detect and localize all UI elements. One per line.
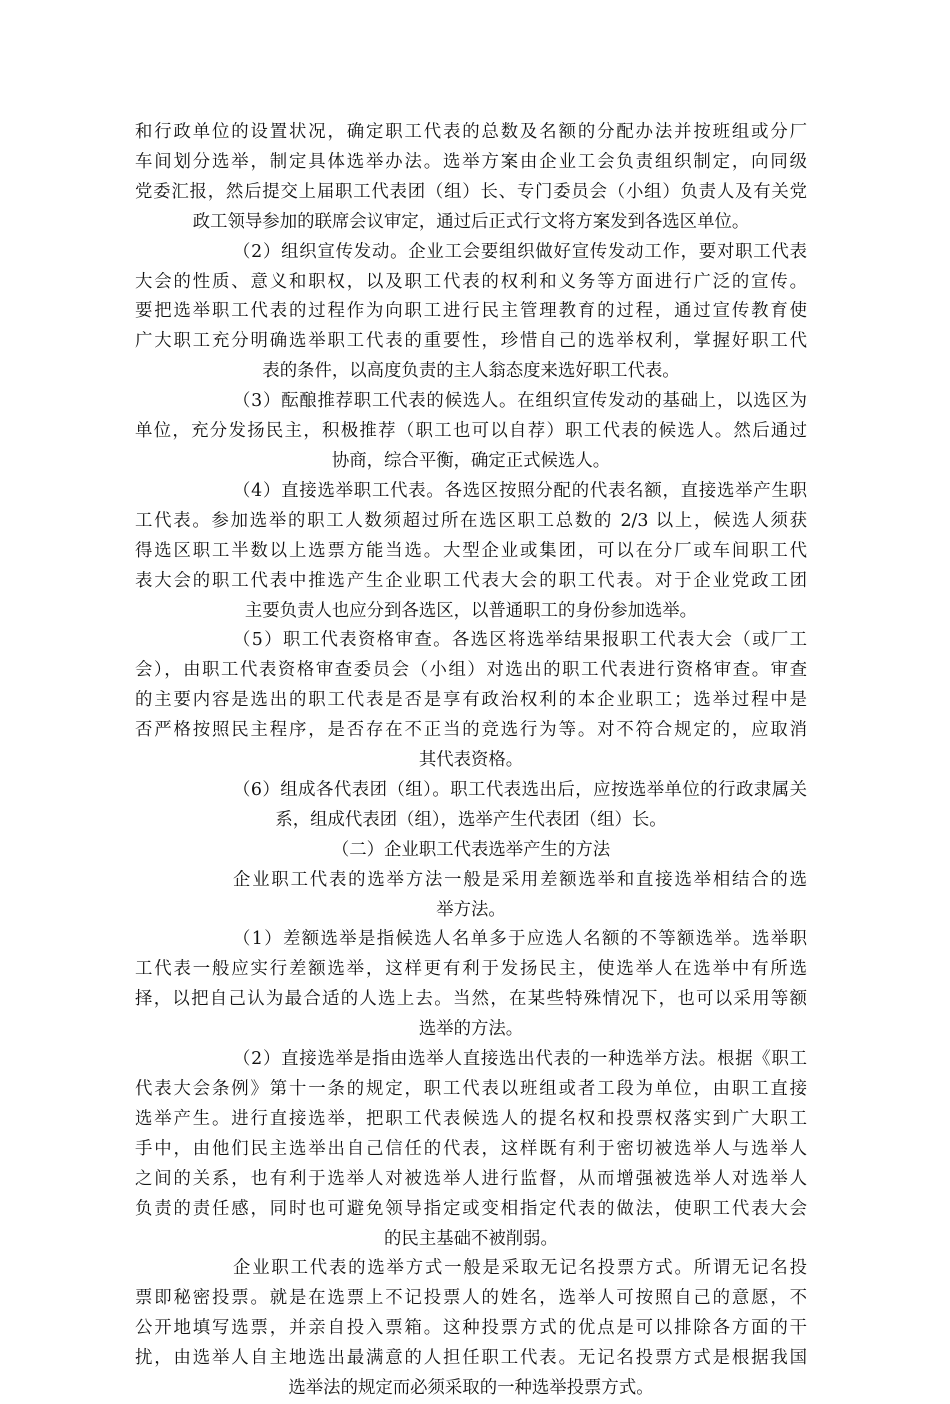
text-line: 票即秘密投票。就是在选票上不记投票人的姓名，选举人可按照自己的意愿，不 [135,1288,807,1309]
section-heading-election-methods [135,836,807,866]
text-line: 广大职工充分明确选举职工代表的重要性，珍惜自己的选举权利，掌握好职工代 [135,331,807,352]
text-line: 表大会的职工代表中推选产生企业职工代表大会的职工代表。对于企业党政工团 [135,570,807,591]
text-line: 系，组成代表团（组），选举产生代表团（组）长。 [275,809,667,830]
text-line: 和行政单位的设置状况，确定职工代表的总数及名额的分配办法并按班组或分厂 [135,122,807,142]
text-line: 表的条件，以高度负责的主人翁态度来选好职工代表。 [262,361,680,382]
text-line: 公开地填写选票，并亲自投入票箱。这种投票方式的优点是可以排除各方面的干 [135,1318,807,1339]
text-line: （2）直接选举是指由选举人直接选出代表的一种选举方法。根据《职工 [233,1049,807,1070]
text-line: 政工领导参加的联席会议审定，通过后正式行文将方案发到各选区单位。 [192,211,750,232]
text-line: 之间的关系，也有利于选举人对被选举人进行监督，从而增强被选举人对选举人 [135,1168,807,1189]
text-line: 举方法。 [436,899,506,920]
text-line: 党委汇报，然后提交上届职工代表团（组）长、专门委员会（小组）负责人及有关党 [135,181,807,202]
text-line: 其代表资格。 [418,750,524,771]
text-line: 大会的性质、意义和职权，以及职工代表的权利和义务等方面进行广泛的宣传。 [135,271,807,292]
text-line: 协商，综合平衡，确定正式候选人。 [331,450,611,471]
text-line: 的民主基础不被削弱。 [384,1228,558,1249]
paragraph-nominate-candidates [135,387,807,477]
text-line: 择，以把自己认为最合适的人选上去。当然，在某些特殊情况下，也可以采用等额 [135,989,807,1010]
paragraph-organize-publicity [135,238,807,388]
text-line: 的主要内容是选出的职工代表是否是享有政治权利的本企业职工；选举过程中是 [135,690,807,711]
text-line: （1）差额选举是指候选人名单多于应选人名额的不等额选举。选举职 [233,929,807,950]
paragraph-qualification-review [135,626,807,776]
text-line: （4）直接选举职工代表。各选区按照分配的代表名额，直接选举产生职 [233,480,807,501]
text-line: 否严格按照民主程序，是否存在不正当的竞选行为等。对不符合规定的，应取消 [135,720,807,741]
document-body [135,118,807,1404]
paragraph-form-delegations [135,776,807,836]
paragraph-methods-intro [135,866,807,926]
text-line: （6）组成各代表团（组）。职工代表选出后，应按选举单位的行政隶属关 [233,779,807,800]
text-line: 单位，充分发扬民主，积极推荐（职工也可以自荐）职工代表的候选人。然后通过 [135,421,807,442]
paragraph-direct-election-method [135,1045,807,1254]
text-line: （5）职工代表资格审查。各选区将选举结果报职工代表大会（或厂工 [233,630,807,651]
text-line: 选举法的规定而必须采取的一种选举投票方式。 [288,1378,654,1399]
text-line: 扰，由选举人自主地选出最满意的人担任职工代表。无记名投票方式是根据我国 [135,1348,807,1369]
text-line: 会），由职工代表资格审查委员会（小组）对选出的职工代表进行资格审查。审查 [135,660,807,681]
paragraph-election-plan-continuation [135,118,807,238]
text-line: 工代表一般应实行差额选举，这样更有利于发扬民主，使选举人在选举中有所选 [135,959,807,980]
text-line: 手中，由他们民主选举出自己信任的代表，这样既有利于密切被选举人与选举人 [135,1138,807,1159]
section-heading: （二）企业职工代表选举产生的方法 [331,839,611,860]
text-line: 负责的责任感，同时也可避免领导指定或变相指定代表的做法，使职工代表大会 [135,1198,807,1219]
text-line: 选举的方法。 [418,1019,524,1040]
text-line: 要把选举职工代表的过程作为向职工进行民主管理教育的过程，通过宣传教育使 [135,301,807,322]
text-line: 得选区职工半数以上选票方能当选。大型企业或集团，可以在分厂或车间职工代 [135,540,807,561]
text-line: （3）酝酿推荐职工代表的候选人。在组织宣传发动的基础上，以选区为 [233,391,807,412]
text-line: 企业职工代表的选举方式一般是采取无记名投票方式。所谓无记名投 [233,1258,807,1279]
text-line: （2）组织宣传发动。企业工会要组织做好宣传发动工作，要对职工代表 [233,241,807,262]
text-line: 企业职工代表的选举方法一般是采用差额选举和直接选举相结合的选 [233,869,807,890]
paragraph-secret-ballot [135,1254,807,1404]
text-line: 代表大会条例》第十一条的规定，职工代表以班组或者工段为单位，由职工直接 [135,1079,807,1099]
paragraph-competitive-election [135,925,807,1045]
paragraph-direct-election [135,477,807,627]
text-line: 主要负责人也应分到各选区，以普通职工的身份参加选举。 [244,600,698,621]
text-line: 选举产生。进行直接选举，把职工代表候选人的提名权和投票权落实到广大职工 [135,1108,807,1129]
text-line: 车间划分选举，制定具体选举办法。选举方案由企业工会负责组织制定，向同级 [135,151,807,172]
text-line: 工代表。参加选举的职工人数须超过所在选区职工总数的 2/3 以上，候选人须获 [135,510,807,531]
